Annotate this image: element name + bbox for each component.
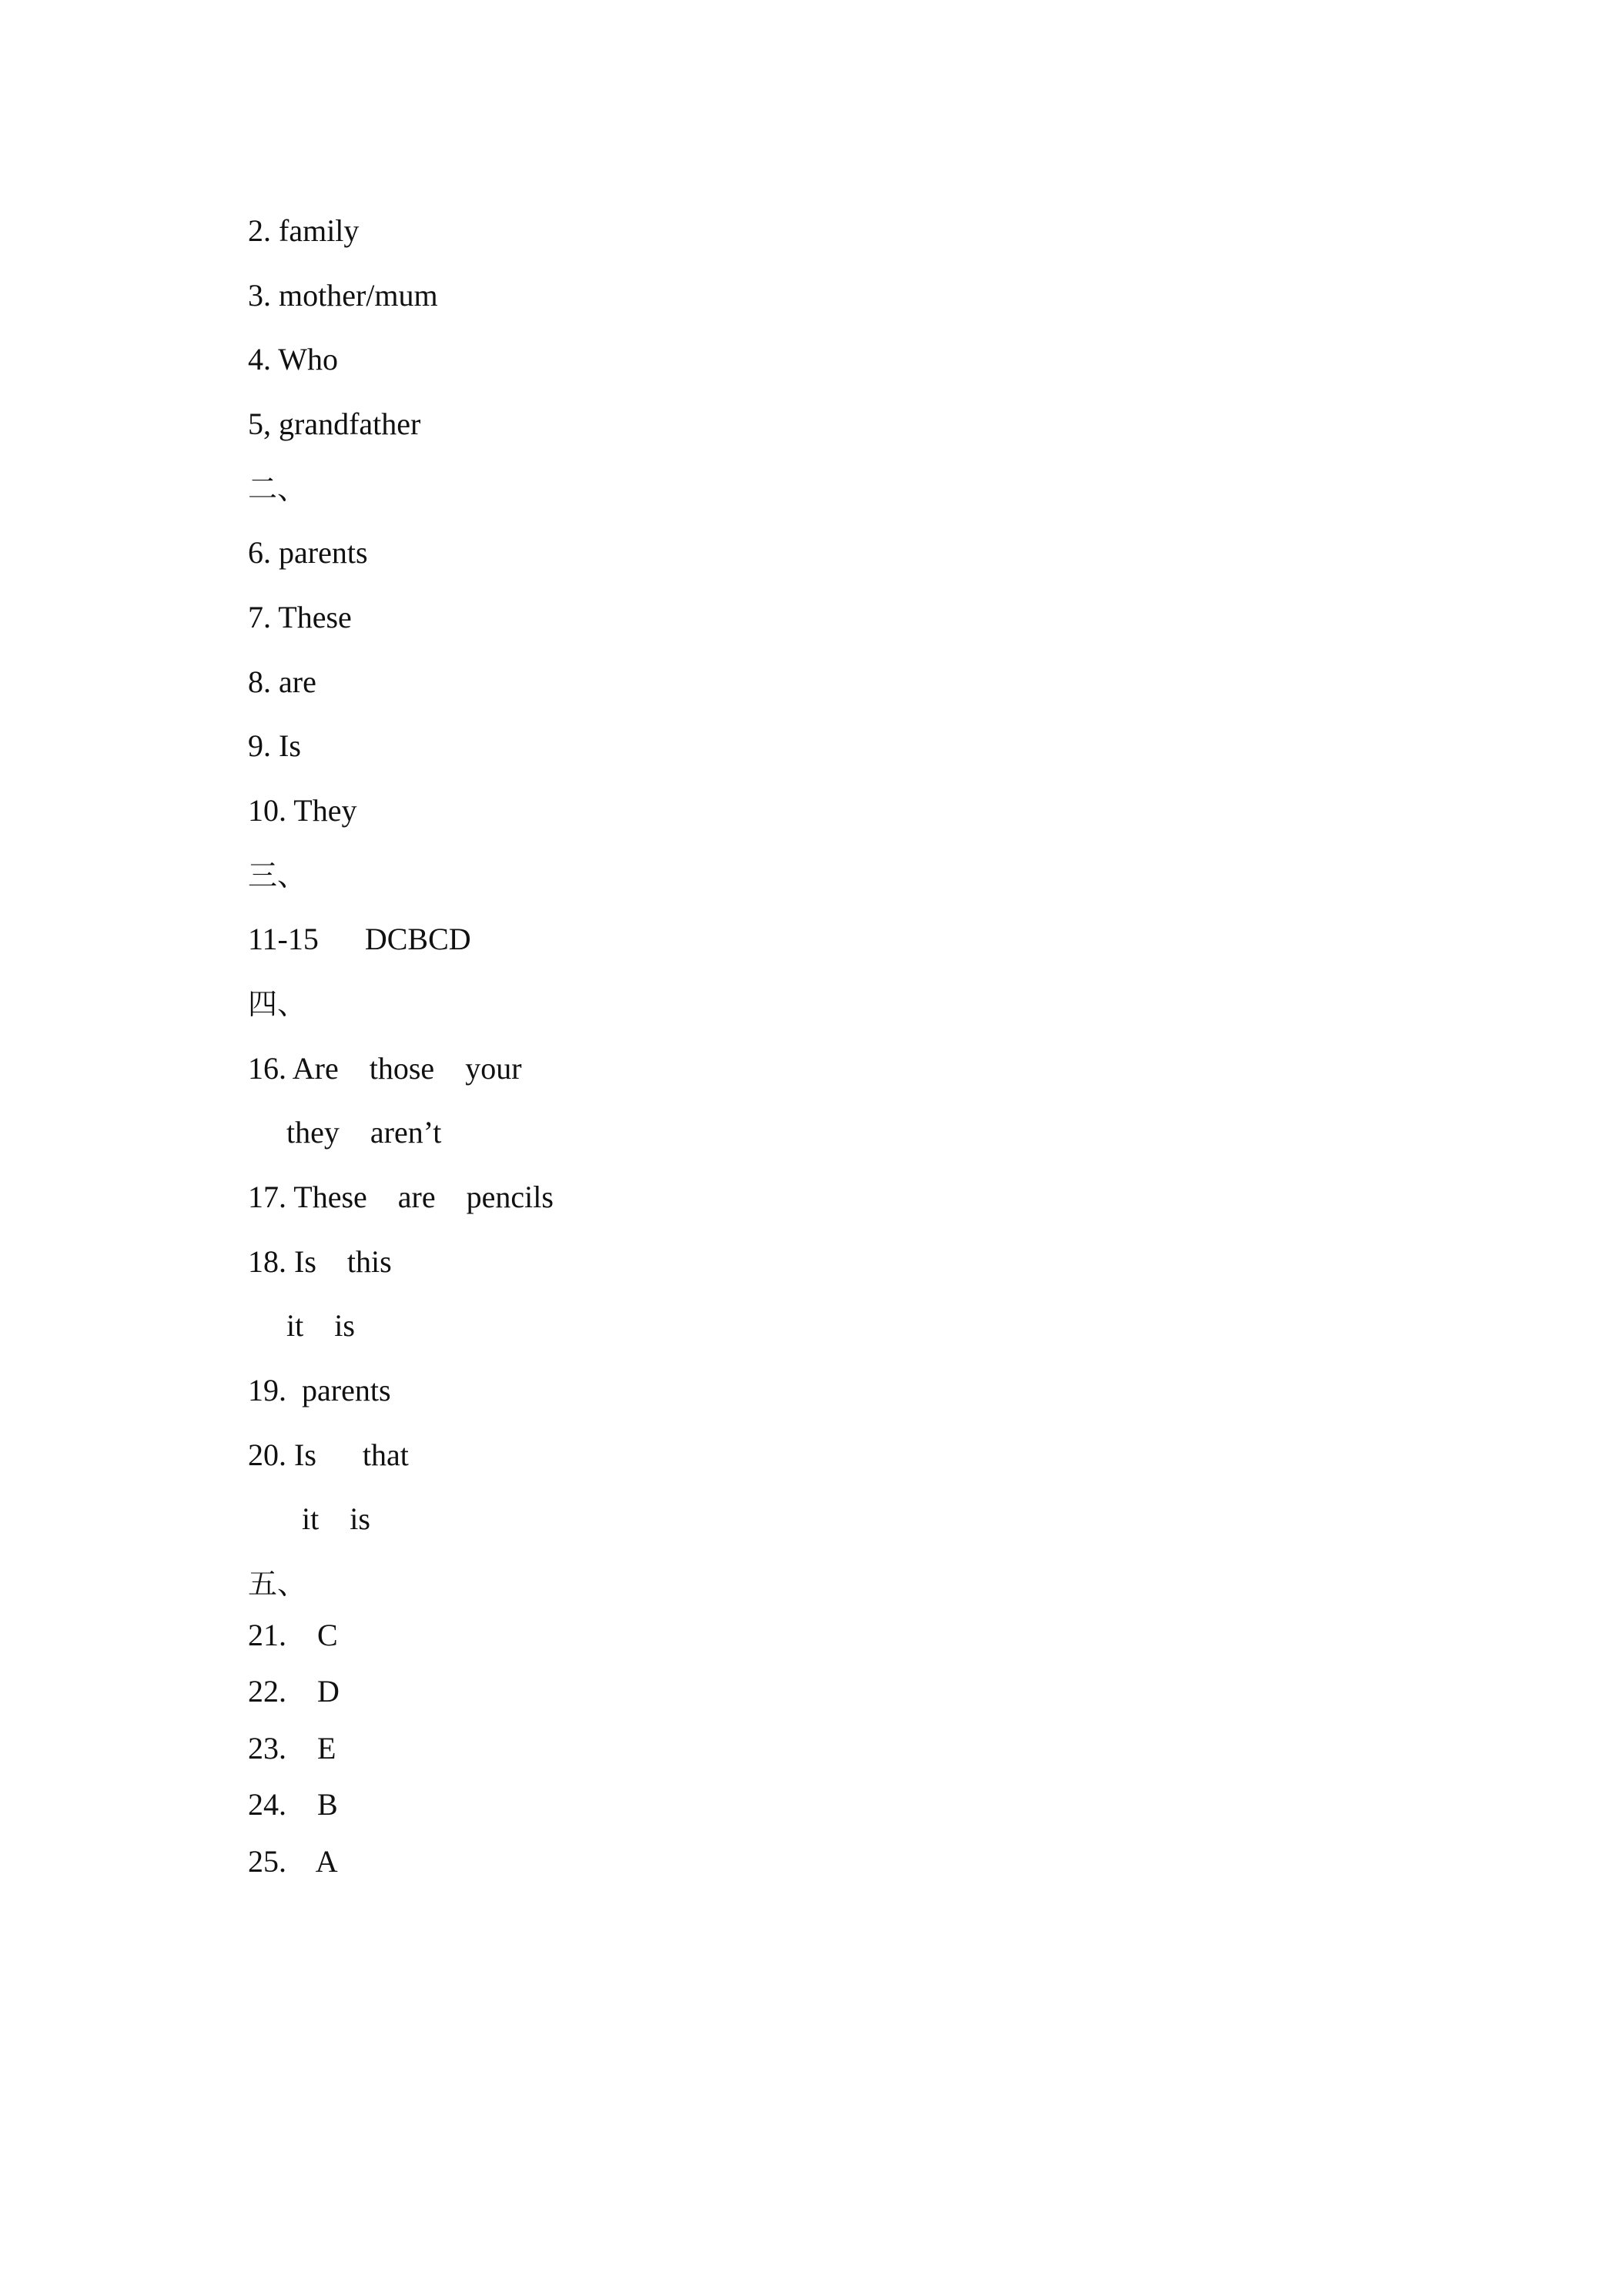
answer-5: 5, grandfather <box>248 407 421 441</box>
answer-17: 17. These are pencils <box>248 1180 554 1214</box>
answer-18: 18. Is this <box>248 1244 392 1279</box>
section-heading-5: 五、 <box>248 1567 307 1601</box>
answer-21: 21. C <box>248 1618 338 1652</box>
answer-22: 22. D <box>248 1674 340 1709</box>
section-heading-2: 二、 <box>248 472 307 506</box>
answer-11-15: 11-15 DCBCD <box>248 922 471 956</box>
section-heading-4: 四、 <box>248 987 307 1021</box>
answer-16: 16. Are those your <box>248 1051 522 1086</box>
answer-20: 20. Is that <box>248 1438 409 1472</box>
answer-8: 8. are <box>248 664 316 699</box>
answer-19: 19. parents <box>248 1373 391 1407</box>
answer-16-continued: they aren’t <box>248 1115 442 1150</box>
answer-3: 3. mother/mum <box>248 278 438 313</box>
section-heading-3: 三、 <box>248 858 307 892</box>
answer-6: 6. parents <box>248 535 368 570</box>
answer-4: 4. Who <box>248 342 339 377</box>
answer-10: 10. They <box>248 793 357 828</box>
answer-23: 23. E <box>248 1731 336 1766</box>
answer-20-continued: it is <box>248 1501 370 1536</box>
answer-9: 9. Is <box>248 728 301 763</box>
answer-7: 7. These <box>248 600 352 634</box>
answer-18-continued: it is <box>248 1308 355 1343</box>
answer-24: 24. B <box>248 1787 338 1822</box>
answer-25: 25. A <box>248 1844 338 1879</box>
answer-2: 2. family <box>248 213 360 248</box>
